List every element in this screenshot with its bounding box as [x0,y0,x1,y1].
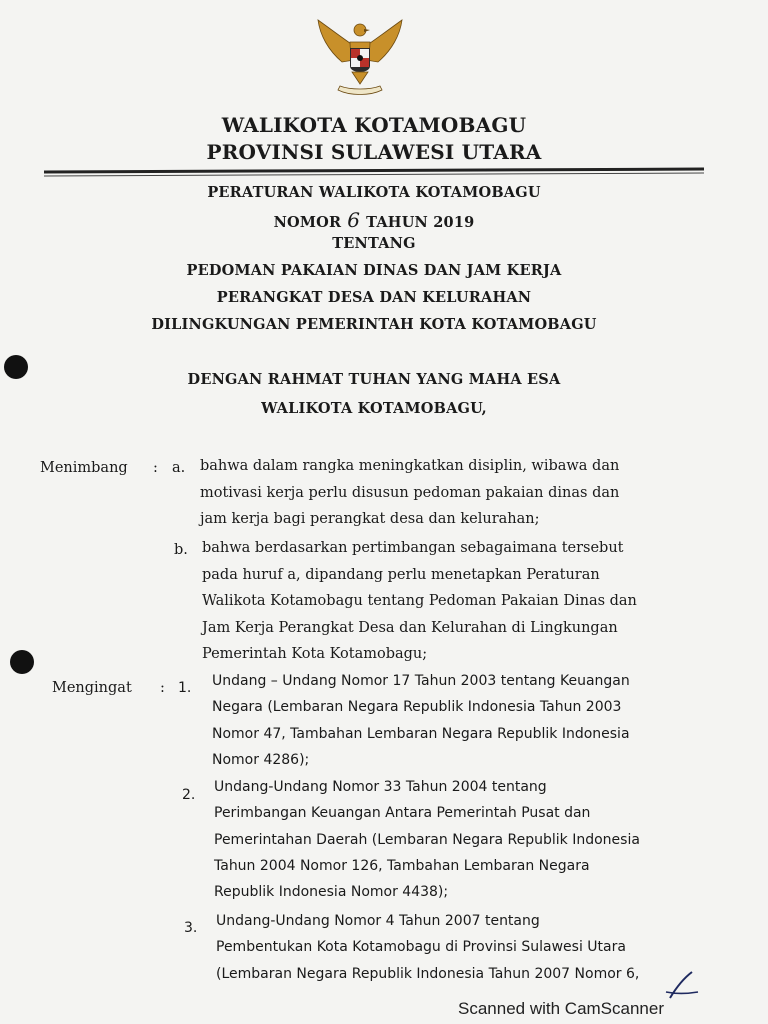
blessing-line: DENGAN RAHMAT TUHAN YANG MAHA ESA [187,371,561,388]
mengingat-item-marker: 3. [184,920,198,936]
header-city: WALIKOTA KOTAMOBAGU [221,113,527,137]
mengingat-item-2: Undang-Undang Nomor 33 Tahun 2004 tentang Perimbangan Keuangan Antara Pemerintah Pusat dan Pemerintahan Daerah (Lembaran Negara Republik Indonesia Tahun 2004 Nomor 126, Tambahan Lembaran Negara Republik Indonesia Nomor 4438); [214,779,640,901]
header-province: PROVINSI SULAWESI UTARA [206,140,542,164]
regulation-title: PERATURAN WALIKOTA KOTAMOBAGU [207,184,541,201]
scanner-watermark: Scanned with CamScanner [458,999,665,1018]
menimbang-item-marker: a. [172,460,186,476]
garuda-emblem-icon [310,10,410,100]
punch-hole [10,650,34,674]
menimbang-item-a: bahwa dalam rangka meningkatkan disiplin, wibawa dan motivasi kerja perlu disusun pedoman pakaian dinas dan jam kerja bagi perangkat desa dan kelurahan; [200,458,620,527]
mengingat-item-marker: 2. [182,787,196,803]
menimbang-item-marker: b. [174,542,188,558]
punch-hole [4,355,28,379]
authority-line: WALIKOTA KOTAMOBAGU, [261,400,487,417]
menimbang-colon: : [153,460,158,476]
menimbang-item-b: bahwa berdasarkan pertimbangan sebagaimana tersebut pada huruf a, dipandang perlu menetapkan Peraturan Walikota Kotamobagu tentang Pedoman Pakaian Dinas dan Jam Kerja Perangkat Desa dan Kelurahan di Lingkungan Pemerintah Kota Kotamobagu; [202,540,637,662]
nomor-label: NOMOR [273,214,342,231]
tahun-label: TAHUN 2019 [366,214,475,231]
menimbang-label: Menimbang [40,460,128,476]
initial-mark-icon [662,970,702,1000]
mengingat-item-3: Undang-Undang Nomor 4 Tahun 2007 tentang Pembentukan Kota Kotamobagu di Provinsi Sulawesi Utara (Lembaran Negara Republik Indonesia Tahun 2007 Nomor 6, [216,913,640,982]
header-divider-thin [44,173,704,177]
subject-line-3: DILINGKUNGAN PEMERINTAH KOTA KOTAMOBAGU [151,316,597,333]
mengingat-item-1: Undang – Undang Nomor 17 Tahun 2003 tentang Keuangan Negara (Lembaran Negara Republik Indonesia Tahun 2003 Nomor 47, Tambahan Lembaran Negara Republik Indonesia Nomor 4286); [212,673,630,768]
mengingat-item-marker: 1. [178,680,192,696]
subject-line-1: PEDOMAN PAKAIAN DINAS DAN JAM KERJA [186,262,562,279]
regulation-number [0,208,748,232]
subject-line-2: PERANGKAT DESA DAN KELURAHAN [216,289,532,306]
mengingat-colon: : [160,680,165,696]
tentang-label: TENTANG [332,235,416,252]
nomor-value: 6 [347,208,361,232]
mengingat-label: Mengingat [52,680,132,696]
